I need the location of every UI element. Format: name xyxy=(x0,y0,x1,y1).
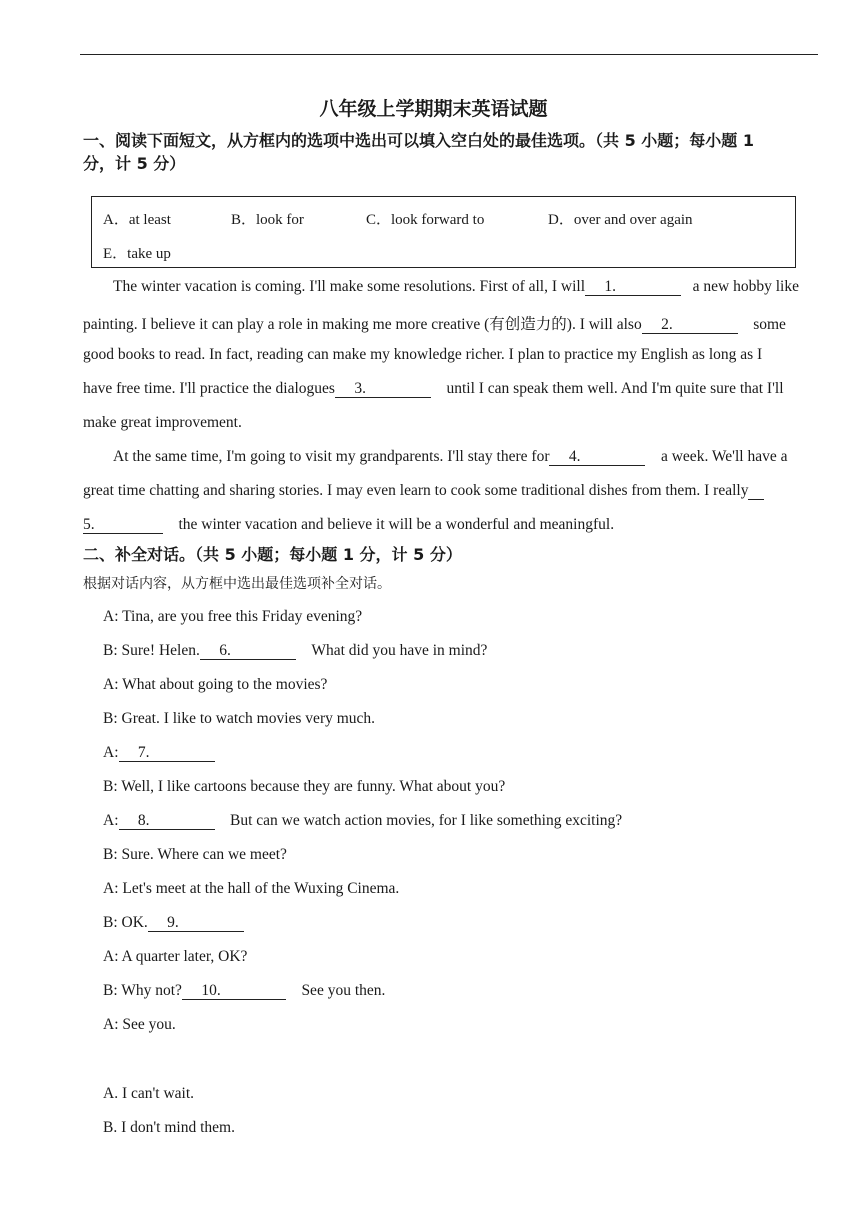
blank-6: 6. xyxy=(200,642,296,660)
choice-a: A. I can't wait. xyxy=(103,1085,195,1102)
page-title: 八年级上学期期末英语试题 xyxy=(319,98,548,120)
dialogue-line-2: B: Sure! Helen. 6. What did you have in mind? xyxy=(103,642,488,659)
option-d: D．over and over again xyxy=(548,212,693,228)
passage-line-7: great time chatting and sharing stories. I may even learn to cook some traditional dishes from them. I really xyxy=(83,482,764,500)
section1-heading-line1: 一、阅读下面短文，从方框内的选项中选出可以填入空白处的最佳选项。（共 5 小题；每小题 1 xyxy=(83,131,754,150)
dialogue-line-11: A: A quarter later, OK? xyxy=(103,948,248,965)
blank-9: 9. xyxy=(148,914,244,932)
passage-line-5: make great improvement. xyxy=(83,414,242,431)
passage-line-3: good books to read. In fact, reading can make my knowledge richer. I plan to practice my English as long as I xyxy=(83,346,763,363)
blank-5: 5. xyxy=(83,516,163,534)
dialogue-line-3: A: What about going to the movies? xyxy=(103,676,328,693)
dialogue-line-9: A: Let's meet at the hall of the Wuxing Cinema. xyxy=(103,880,400,897)
blank-7: 7. xyxy=(119,744,215,762)
choice-b: B. I don't mind them. xyxy=(103,1119,235,1136)
section1-heading xyxy=(83,129,823,175)
dialogue-line-13: A: See you. xyxy=(103,1016,176,1033)
blank-4: 4. xyxy=(549,448,645,466)
blank-2: 2. xyxy=(642,316,738,334)
dialogue-line-8: B: Sure. Where can we meet? xyxy=(103,846,287,863)
dialogue-line-10: B: OK. 9. xyxy=(103,914,244,932)
section2-instruction: 根据对话内容，从方框中选出最佳选项补全对话。 xyxy=(83,576,391,592)
option-a: A．at least xyxy=(103,212,171,228)
dialogue-line-12: B: Why not? 10. See you then. xyxy=(103,982,386,999)
passage-line-8: 5. the winter vacation and believe it will be a wonderful and meaningful. xyxy=(83,516,615,533)
options-box xyxy=(91,196,796,268)
dialogue-line-1: A: Tina, are you free this Friday evening? xyxy=(103,608,363,625)
dialogue-line-5: A: 7. xyxy=(103,744,215,762)
passage-line-6: At the same time, I'm going to visit my grandparents. I'll stay there for 4. a week. We'll have a xyxy=(113,448,788,465)
option-e: E．take up xyxy=(103,246,171,262)
option-c: C．look forward to xyxy=(366,212,485,228)
passage-line-2: painting. I believe it can play a role in making me more creative (有创造力的). I will also 2. some xyxy=(83,316,786,333)
blank-1: 1. xyxy=(585,278,681,296)
dialogue-line-4: B: Great. I like to watch movies very much. xyxy=(103,710,376,727)
passage-line-1: The winter vacation is coming. I'll make some resolutions. First of all, I will 1. a new hobby like xyxy=(113,278,799,295)
section2-heading: 二、补全对话。（共 5 小题；每小题 1 分，计 5 分） xyxy=(83,545,462,564)
dialogue-line-7: A: 8. But can we watch action movies, for I like something exciting? xyxy=(103,812,623,829)
dialogue-line-6: B: Well, I like cartoons because they are funny. What about you? xyxy=(103,778,506,795)
header-rule xyxy=(80,54,818,55)
passage-line-4: have free time. I'll practice the dialogues 3. until I can speak them well. And I'm quite sure that I'll xyxy=(83,380,784,397)
section1-heading-line2: 分，计 5 分） xyxy=(83,154,186,173)
blank-8: 8. xyxy=(119,812,215,830)
blank-10: 10. xyxy=(182,982,286,1000)
blank-3: 3. xyxy=(335,380,431,398)
option-b: B．look for xyxy=(231,212,304,228)
